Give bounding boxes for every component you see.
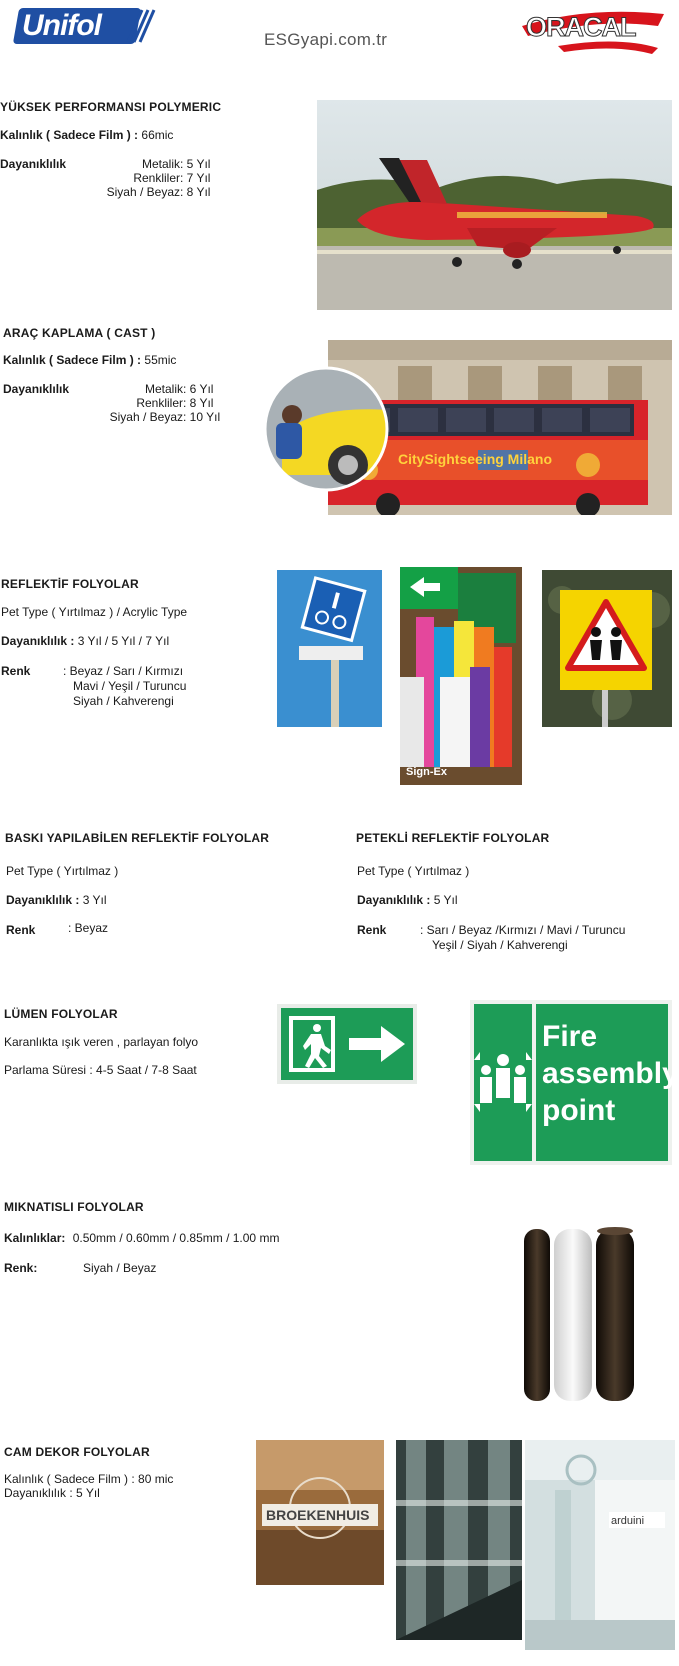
durability-key: Metalik [144,382,183,396]
section-title-glass-decor: CAM DEKOR FOLYOLAR [4,1445,150,1459]
section-title-polymeric: YÜKSEK PERFORMANSI POLYMERIC [0,100,222,114]
color-line: Mavi / Yeşil / Turuncu [73,679,187,693]
fire-assembly-text [542,1018,679,1129]
durability-label: Dayanıklılık [3,382,70,396]
thickness-label: Kalınlık ( Sadece Film ) : [0,128,139,142]
durability-label: Dayanıklılık : [357,893,431,907]
durability-value: : 5 Yıl [180,157,211,171]
color-line: : Sarı / Beyaz /Kırmızı / Mavi / Turuncu [420,923,626,937]
section-title-honeycomb-reflective: PETEKLİ REFLEKTİF FOLYOLAR [356,831,550,845]
durability-label: Dayanıklılık [0,157,67,171]
airplane-wrap-photo [317,100,672,310]
sign-line: point [542,1094,616,1127]
exit-sign-image [277,1004,417,1084]
children-crossing-sign-photo [542,570,672,727]
durability-value: : 8 Yıl [183,396,214,410]
reflective-type: Pet Type ( Yırtılmaz ) / Acrylic Type [1,605,188,619]
site-url[interactable]: ESGyapi.com.tr [264,30,388,49]
glass-office-partition-photo [525,1440,675,1650]
thickness-label: Kalınlık ( Sadece Film ) : [3,353,142,367]
durability-key: Siyah / Beyaz [106,185,180,199]
durability-key: Renkliler [133,171,180,185]
car-wrap-inset-photo [262,365,390,493]
durability-key: Metalik [141,157,180,171]
bus-logo-text: CitySightseeing Milano [398,451,553,467]
durability-key: Renkliler [136,396,183,410]
glass-thickness: Kalınlık ( Sadece Film ) : 80 mic [4,1472,174,1486]
glass-logo-text: BROEKENHUIS [266,1507,370,1523]
durability-label: Dayanıklılık : [6,893,80,907]
thickness-label: Kalınlıklar: [4,1231,66,1245]
section-title-lumen: LÜMEN FOLYOLAR [4,1007,118,1021]
durability-value: : 10 Yıl [183,410,221,424]
oracal-logo: ORACAL [526,12,636,42]
color-list [420,923,625,953]
printable-type: Pet Type ( Yırtılmaz ) [6,864,119,878]
color-label: Renk: [4,1261,38,1275]
frosted-glass-logo-photo [256,1440,384,1585]
bicycle-sign-photo [277,570,382,727]
color-label: Renk [357,923,387,937]
thickness-line [0,128,173,143]
durability-line [6,893,107,908]
color-value: : Beyaz [68,921,109,935]
roll-brand-text: Sign-Ex [406,766,447,778]
durability-value: : 8 Yıl [180,185,211,199]
color-line: : Beyaz / Sarı / Kırmızı [63,664,184,678]
unifol-logo: Unifol [22,9,101,42]
durability-value: 3 Yıl / 5 Yıl / 7 Yıl [77,634,170,648]
color-label: Renk [6,923,36,937]
durability-value: 5 Yıl [433,893,458,907]
durability-label: Dayanıklılık : [1,634,75,648]
thickness-value: 0.50mm / 0.60mm / 0.85mm / 1.00 mm [72,1231,280,1245]
color-list [63,664,186,709]
thickness-line [3,353,176,368]
lumen-description: Karanlıkta ışık veren , parlayan folyo [4,1035,199,1049]
durability-value: 3 Yıl [82,893,107,907]
durability-line [357,893,458,908]
sign-line: Fire [542,1020,598,1053]
thickness-value: 66mic [141,128,174,142]
durability-line [1,634,169,649]
color-value: Siyah / Beyaz [83,1261,157,1275]
sign-line: assembly [542,1057,679,1090]
honeycomb-type: Pet Type ( Yırtılmaz ) [357,864,470,878]
durability-value: : 6 Yıl [183,382,214,396]
glass-durability: Dayanıklılık : 5 Yıl [4,1486,100,1500]
durability-value: : 7 Yıl [180,171,211,185]
reflective-rolls-photo [400,567,522,785]
magnetic-rolls-photo [518,1225,640,1405]
magnetic-thickness-line [4,1231,279,1246]
glass-brand-text: arduini [611,1515,645,1527]
striped-glass-facade-photo [396,1440,522,1640]
durability-key: Siyah / Beyaz [109,410,183,424]
color-label: Renk [1,664,31,678]
color-line: Yeşil / Siyah / Kahverengi [432,938,568,952]
section-title-cast: ARAÇ KAPLAMA ( CAST ) [3,326,156,340]
unifol-stripes-icon [122,8,158,44]
lumen-glow-duration: Parlama Süresi : 4-5 Saat / 7-8 Saat [4,1063,197,1077]
section-title-printable-reflective: BASKI YAPILABİLEN REFLEKTİF FOLYOLAR [5,831,270,845]
section-title-magnetic: MIKNATISLI FOLYOLAR [4,1200,144,1214]
section-title-reflective: REFLEKTİF FOLYOLAR [1,577,139,591]
thickness-value: 55mic [144,353,177,367]
color-line: Siyah / Kahverengi [73,694,174,708]
